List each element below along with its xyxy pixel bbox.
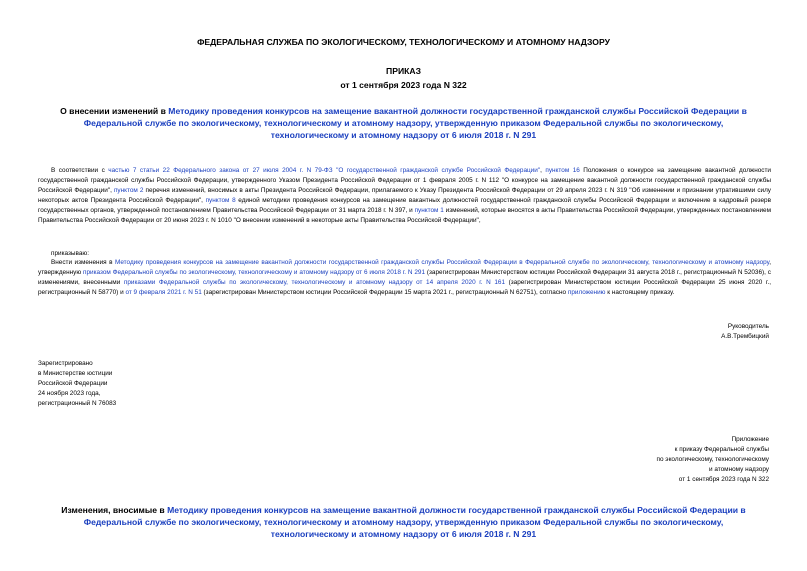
document-date-number: от 1 сентября 2023 года N 322 xyxy=(340,80,467,90)
clause-16-link[interactable]: пунктом 16 xyxy=(545,167,580,174)
changes-methodology-link[interactable]: Методику проведения конкурсов на замещение вакантной должности государственной гражданской службы Российской Федерации в Федеральной службе по экологическому, технологическому и атомному надзору, утвержденную приказом Федеральной службы по экологическому, технологическому и атомному надзору от 6 июля 2018 г. N 291 xyxy=(83,505,746,539)
document-type: ПРИКАЗ xyxy=(386,66,421,76)
order-51-link[interactable]: от 9 февраля 2021 г. N 51 xyxy=(125,288,202,296)
appendix-block xyxy=(657,435,769,485)
signer-role: Руководитель xyxy=(727,323,769,330)
appendix-line: от 1 сентября 2023 года N 322 xyxy=(678,475,769,483)
order-291-link[interactable]: приказом Федеральной службы по экологическому, технологическому и атомному надзору от 6 июля 2018 г. N 291 xyxy=(83,268,426,276)
preamble-text: В соответствии с xyxy=(51,167,109,174)
order-text: к настоящему приказу. xyxy=(605,288,675,296)
preamble-paragraph xyxy=(38,166,771,225)
registration-line: в Министерстве юстиции xyxy=(38,369,113,377)
preamble-text: , xyxy=(540,167,546,174)
registration-line: Зарегистрировано xyxy=(38,360,93,367)
order-text: Внести изменения в xyxy=(51,259,115,266)
registration-line: регистрационный N 76083 xyxy=(38,399,117,407)
clause-2-link[interactable]: пунктом 2 xyxy=(113,186,144,194)
title-prefix: О внесении изменений в xyxy=(60,106,169,116)
changes-title xyxy=(48,504,759,540)
agency-heading: ФЕДЕРАЛЬНАЯ СЛУЖБА ПО ЭКОЛОГИЧЕСКОМУ, ТЕХНОЛОГИЧЕСКОМУ И АТОМНОМУ НАДЗОРУ xyxy=(197,37,610,47)
appendix-line: к приказу Федеральной службы xyxy=(674,445,769,453)
appendix-line: и атомному надзору xyxy=(709,465,769,473)
preamble-text: изменений, которые вносятся в акты Правительства Российской Федерации, утвержденных постановлением Правительства Российской Федерации от 20 июня 2023 г. N 1010 "О внесении изменений в некоторые акты Правительства Российской Федерации", xyxy=(38,206,771,224)
order-text: (зарегистрирован Министерством юстиции Российской Федерации 31 августа 2018 г., регистрационный N 52036), с изменениями, внесенными xyxy=(38,268,771,286)
registration-line: Российской Федерации xyxy=(38,379,108,387)
appendix-line: Приложение xyxy=(731,436,769,443)
order-text: , утвержденную xyxy=(38,259,771,276)
preamble-text: перечня изменений, вносимых в акты Президента Российской Федерации, прилагаемого к Указу Президента Российской Федерации от 29 апреля 2023 г. N 319 "Об изменении и признании утратившими силу некоторых актов Президента Российской Федерации", xyxy=(38,186,772,204)
changes-title-prefix: Изменения, вносимые в xyxy=(61,505,168,515)
registration-line: 24 ноября 2023 года, xyxy=(38,389,101,397)
clause-1-link[interactable]: пунктом 1 xyxy=(414,206,444,214)
appendix-line: по экологическому, технологическому xyxy=(656,455,769,463)
order-paragraph xyxy=(38,258,771,298)
preamble-text: единой методики проведения конкурсов на замещение вакантных должностей государственной гражданской службы Российской Федерации и включение в кадровый резерв государственных органов, утвержденной постановлением Правительства Российской Федерации от 31 марта 2018 г. N 397, и xyxy=(38,196,772,214)
registration-block xyxy=(38,359,116,409)
order-word: приказываю: xyxy=(51,250,89,257)
signature-block xyxy=(721,322,769,342)
clause-8-link[interactable]: пунктом 8 xyxy=(205,196,236,204)
title-methodology-link[interactable]: Методику проведения конкурсов на замещение вакантной должности государственной гражданской службы Российской Федерации в Федеральной службе по экологическому, технологическому и атомному надзору, утвержденную приказом Федеральной службы по экологическому, технологическому и атомному надзору от 6 июля 2018 г. N 291 xyxy=(83,106,747,140)
appendix-link[interactable]: приложению xyxy=(567,288,606,296)
order-text: (зарегистрирован Министерством юстиции Российской Федерации 25 июня 2020 г., регистрационный N 58770) и xyxy=(38,278,771,296)
methodology-link[interactable]: Методику проведения конкурсов на замещение вакантной должности государственной гражданской службы Российской Федерации в Федеральной службе по экологическому, технологическому и атомному надзору xyxy=(114,259,770,266)
order-text: (зарегистрирован Министерством юстиции Российской Федерации 15 марта 2021 г., регистрационный N 62751), согласно xyxy=(201,288,568,296)
document-title xyxy=(48,105,759,141)
federal-law-link[interactable]: частью 7 статьи 22 Федерального закона от 27 июля 2004 г. N 79-ФЗ "О государственной гражданской службе Российской Федерации" xyxy=(108,167,541,174)
preamble-text: Положения о конкурсе на замещение вакантной должности государственной гражданской службы Российской Федерации, утвержденного Указом Президента Российской Федерации от 1 февраля 2005 г. N 112 "О конкурсе на замещение вакантной должности государственной гражданской службы Российской Федерации", xyxy=(38,167,771,194)
order-161-link[interactable]: приказами Федеральной службы по экологическому, технологическому и атомному надзору от 14 апреля 2020 г. N 161 xyxy=(123,278,506,286)
signer-name: А.В.Трембицкий xyxy=(721,332,769,340)
